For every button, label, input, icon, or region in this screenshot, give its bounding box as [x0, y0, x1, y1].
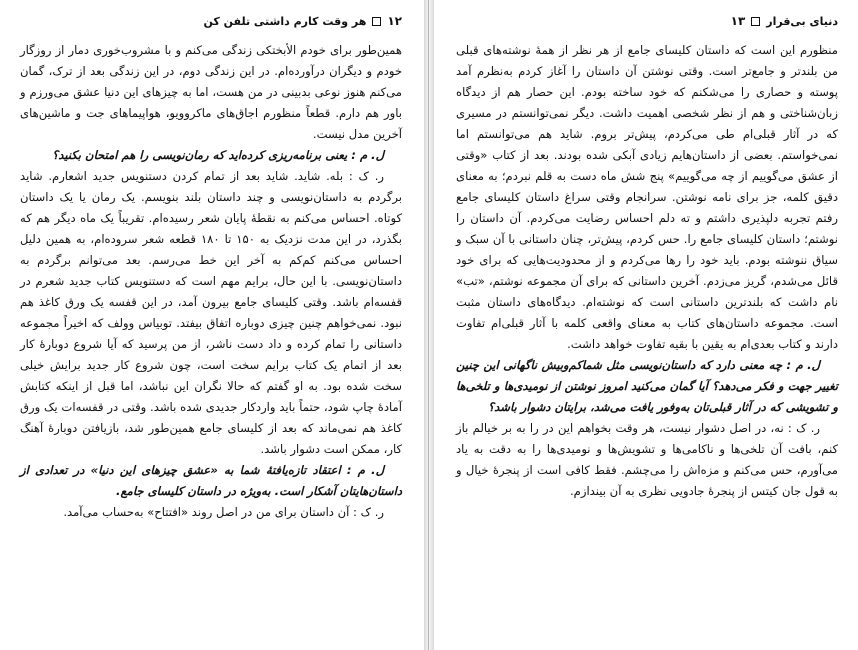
paragraph-answer: ر. ک : نه، در اصل دشوار نیست، هر وقت بخواهم این در را به بر خیالم باز کنم، بافت آن تلخی‌ها و ناکامی‌ها و تشویش‌ها و نومیدی‌ها را به دقت به یاد می‌آورم، حس می‌کنم و مزه‌اش را می‌چشم. فقط کافی است از پنجرهٔ خیال و به قول جان کیتس از پنجرهٔ جادویی نظری به آن بیندازم. — [456, 421, 838, 498]
left-page-header — [20, 12, 402, 30]
paragraph-answer: منظورم این است که داستان کلیسای جامع از هر نظر از همهٔ نوشته‌های قبلی من بلندتر و جامع‌تر است. وقتی نوشتن آن داستان را آغاز کردم به‌نظرم آمد پوسته و حصاری را می‌شکنم که خود ساخته بودم. این حصار هم از دیدگاه زبان‌شناختی و هم از نظر شخصی اهمیت داشت. دیگر نمی‌توانستم در مسیری که در آثار قبلی‌ام طی می‌کردم، پیش‌تر بروم. شاید هم می‌توانستم اما نمی‌خواستم. بعضی از داستان‌هایم زیادی آبکی شده بودند. بعد از کتاب «وقتی از عشق می‌گوییم از چه می‌گوییم» پنج شش ماه دست به قلم نبردم؛ به معنای دقیق کلمه، جز برای نامه نوشتن. سرانجام وقتی سراغ داستان کلیسای جامع رفتم تجربه دلپذیری داشتم و ته دلم احساس رضایت می‌کردم. آن داستان را نوشتم؛ داستان کلیسای جامع را. حس کردم، پیش‌تر، چنان داستانی با آن سبک و سیاق ننوشته بودم. باید خود را رها می‌کردم و از محدودیت‌هایی که برای خود قائل می‌شدم، گریز می‌زدم. آخرین داستانی که برای آن مجموعه نوشتم، «تب» نام داشت که بلندترین داستانی است که نوشته‌ام. دیدگاه‌های داستان مثبت است. مجموعه داستان‌های کتاب به معنای واقعی کلمه با آثار قبلی‌ام تفاوت دارند و کتاب بعدی‌ام به یقین با بقیه تفاوت خواهد داشت. — [456, 43, 838, 351]
paragraph-question: ل. م : چه معنی دارد که داستان‌نویسی مثل شماکم‌وبیش ناگهانی این چنین تغییر جهت و فکر می‌دهد؟ آیا گمان می‌کنید امروز نوشتن از نومیدی‌ها و تلخی‌ها و تشویشی که در آثار قبلی‌تان به‌وفور یافت می‌شد، برایتان دشوار باشد؟ — [456, 358, 838, 414]
left-page-number: ۱۲ — [387, 14, 402, 28]
paragraph-question: ل. م : اعتقاد تازه‌یافتهٔ شما به «عشق چیزهای این دنیا» در تعدادی از داستان‌هایتان آشکار است. به‌ویژه در داستان کلیسای جامع. — [20, 463, 402, 498]
right-running-head: دنیای بی‌قرار — [766, 14, 838, 28]
left-page — [0, 0, 424, 650]
paragraph-question: ل. م : یعنی برنامه‌ریزی کرده‌اید که رمان‌نویسی را هم امتحان بکنید؟ — [52, 148, 384, 162]
paragraph-answer: ر. ک : بله. شاید. شاید بعد از تمام کردن دستنویس جدید اشعارم. شاید برگردم به داستان‌نویسی و چند داستان بلند بنویسم. یک رمان یا یک داستان کوتاه. احساس می‌کنم به نقطهٔ پایان شعر رسیده‌ام. تقریباً یک ماه دیگر هم که بگذرد، در این مدت نزدیک به ۱۵۰ تا ۱۸۰ قطعه شعر سروده‌ام، به همین دلیل احساس می‌کنم کم‌کم به آخر این خط می‌رسم. بعد می‌توانم برگردم به داستان‌نویسی. با این حال، برایم مهم است که دستنویس کتاب جدید شعرم در قفسه‌ام باشد. وقتی کلیسای جامع بیرون آمد، در این قفسه یک ورق کاغذ هم نبود. نمی‌خواهم چنین چیزی دوباره اتفاق بیفتد. توبیاس وولف که اخیراً مجموعه داستانی را تمام کرده و داد دست ناشر، از من پرسید که آیا شروع دوبارهٔ کار بعد از اتمام یک کتاب برایم سخت است، چون شروع کار جدید برایش خیلی سخت شده بود. به او گفتم که حالا نگران این نباشد، اما قبل از اینکه کتابش آمادهٔ چاپ شود، حتماً باید واردکار جدیدی شده باشد. وقتی در قفسه‌ات یک ورق کاغذ هم نمی‌ماند که بعد از کلیسای جامع همین‌طور شد، بازیافتن دوبارهٔ آهنگ کار، ممکن است دشوار باشد. — [20, 169, 402, 456]
square-ornament-icon — [372, 17, 381, 26]
left-running-head: هر وقت کارم داشتی تلفن کن — [203, 14, 367, 28]
paragraph-answer: همین‌طور برای خودم الأبختکی زندگی می‌کنم و با مشروب‌خوری دمار از روزگار خودم و دیگران درآورده‌ام. در این زندگی دوم، در این زندگی بعد از ترک، گمان می‌کنم هنوز نوعی بدبینی در من هست، اما به چیزهای این دنیا عشق می‌ورزم و باور هم دارم. قطعاً منظورم اجاق‌های ماکروویو، هواپیماهای جت و ماشین‌های آخرین مدل نیست. — [20, 43, 402, 141]
book-gutter — [424, 0, 434, 650]
right-page-header — [456, 12, 838, 30]
square-ornament-icon — [751, 17, 760, 26]
paragraph-answer: ر. ک : آن داستان برای من در اصل روند «افتتاح» به‌حساب می‌آمد. — [63, 505, 384, 519]
right-page-number: ۱۳ — [730, 14, 746, 28]
right-page — [434, 0, 858, 650]
